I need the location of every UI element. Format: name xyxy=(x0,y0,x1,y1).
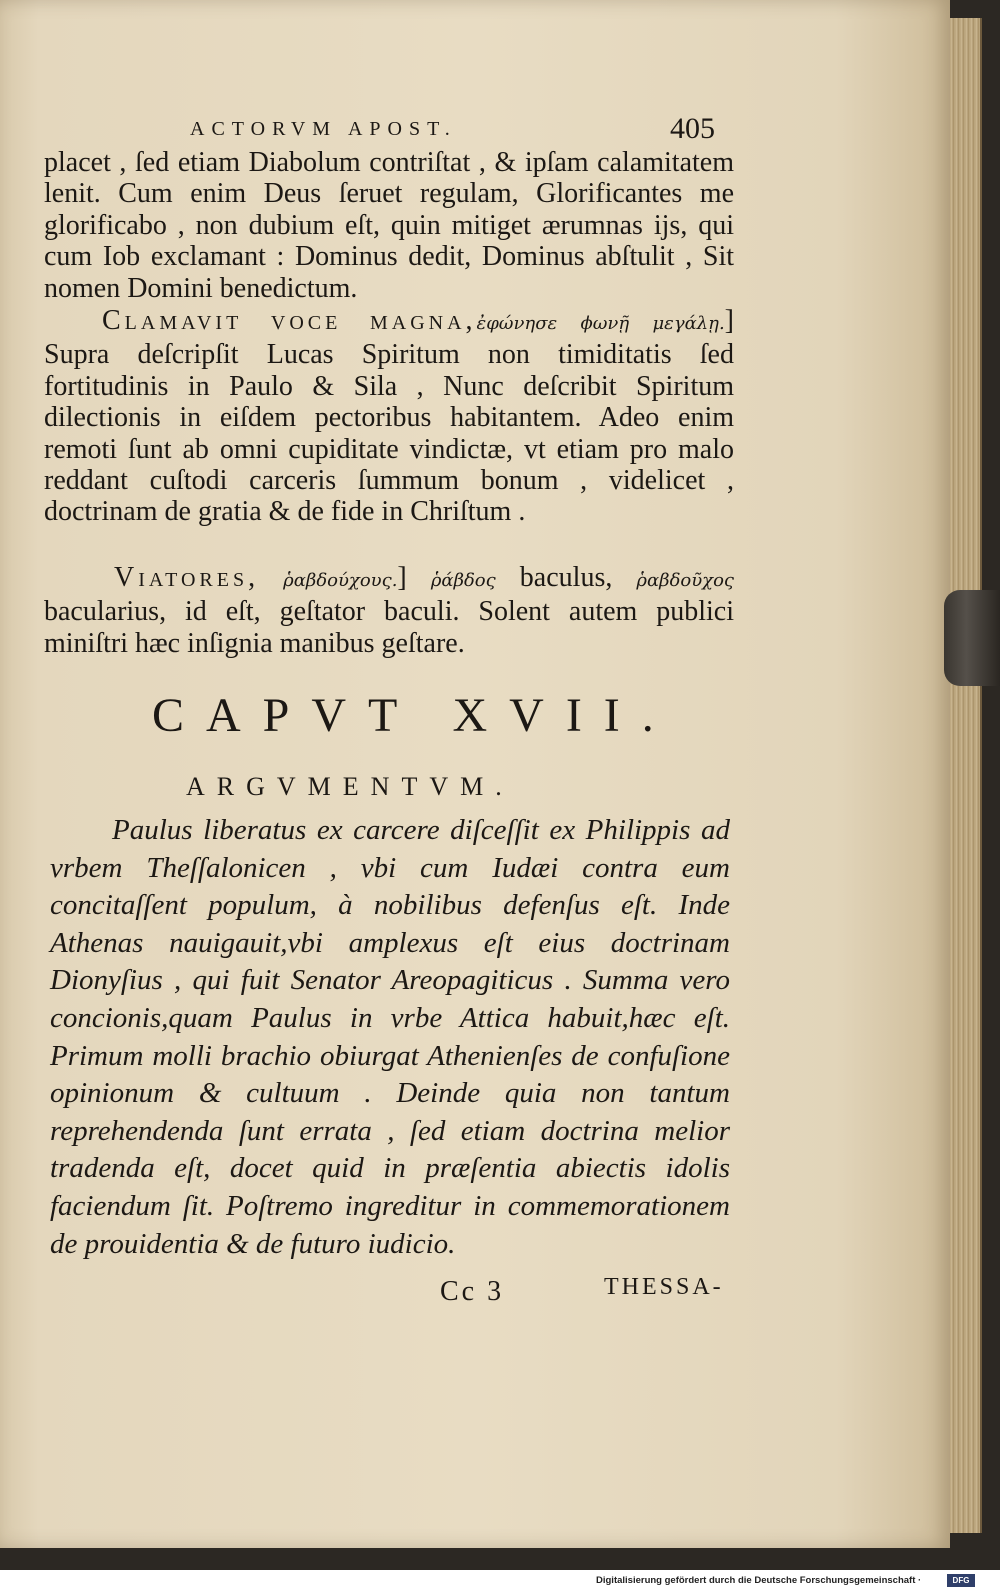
paragraph-3-text-2: bacularius, id eſt, geſtator baculi. Solent autem publici miniſtri hæc inſignia manibus geſtare. xyxy=(44,596,734,659)
greek-word-3: ῥαβδοῦχος xyxy=(636,570,735,591)
greek-word-1: ῥαβδούχους. xyxy=(283,570,398,591)
paragraph-2 xyxy=(44,305,734,528)
greek-phrase: ἐφώνησε ϕωνῇ μεγάλῃ. xyxy=(476,313,725,334)
chapter-title: CAPVT XVII. xyxy=(152,689,676,742)
page-number: 405 xyxy=(670,112,715,145)
book-clasp xyxy=(944,590,1000,686)
digitization-credit: Digitalisierung gefördert durch die Deutsche Forschungsgemeinschaft · xyxy=(596,1575,922,1586)
argument-heading: ARGVMENTVM. xyxy=(186,772,514,801)
running-head: ACTORVM APOST. xyxy=(190,118,457,140)
paragraph-3 xyxy=(44,562,734,659)
paragraph-3-bracket: ] xyxy=(397,562,431,593)
lemma-clamavit: Clamavit voce magna, xyxy=(102,305,477,336)
signature-mark: Cc 3 xyxy=(440,1276,505,1307)
dfg-logo: DFG xyxy=(947,1574,975,1587)
argument-text: Paulus liberatus ex carcere diſceſſit ex Philippis ad vrbem Theſſalonicen , vbi cum Iudæi contra eum concitaſſent populum, à nobilibus defenſus eſt. Inde Athenas nauigauit,vbi amplexus eſt eius doctrinam Dionyſius , qui fuit Senator Areopagiticus . Summa vero concionis,quam Paulus in vrbe Attica habuit,hæc eſt. Primum molli brachio obiurgat Athenienſes de confuſione opinionum & cultuum . Deinde quia non tantum reprehendenda ſunt errata , ſed etiam doctrina melior tradenda eſt, docet quid in præſentia abiectis idolis faciendum ſit. Poſtremo ingreditur in commemorationem de prouidentia & de futuro iudicio. xyxy=(50,814,730,1260)
paragraph-3-text-1: baculus, xyxy=(495,562,637,593)
lemma-viatores: Viatores, xyxy=(114,562,260,593)
paragraph-1: placet , ſed etiam Diabolum contriſtat , & ipſam calamitatem lenit. Cum enim Deus ſeruet regulam, Glorificantes me glorificabo , non dubium eſt, quin mitiget ærumnas ijs, qui cum Iob exclamant : Dominus dedit, Dominus abſtulit , Sit nomen Domini benedictum. xyxy=(44,147,734,304)
paragraph-2-text: ] Supra deſcripſit Lucas Spiritum non timiditatis ſed fortitudinis in Paulo & Sila , Nunc deſcribit Spiritum dilectionis in eiſdem pectoribus habitantem. Adeo enim remoti ſunt ab omni cupiditate vindictæ, vt etiam pro malo reddant cuſtodi carceris ſummum bonum , videlicet , doctrinam de gratia & de fide in Chriſtum . xyxy=(44,305,734,528)
book-fore-edge xyxy=(950,18,982,1533)
catchword: THESSA- xyxy=(604,1274,724,1300)
greek-word-2: ῥάβδος xyxy=(430,570,496,591)
